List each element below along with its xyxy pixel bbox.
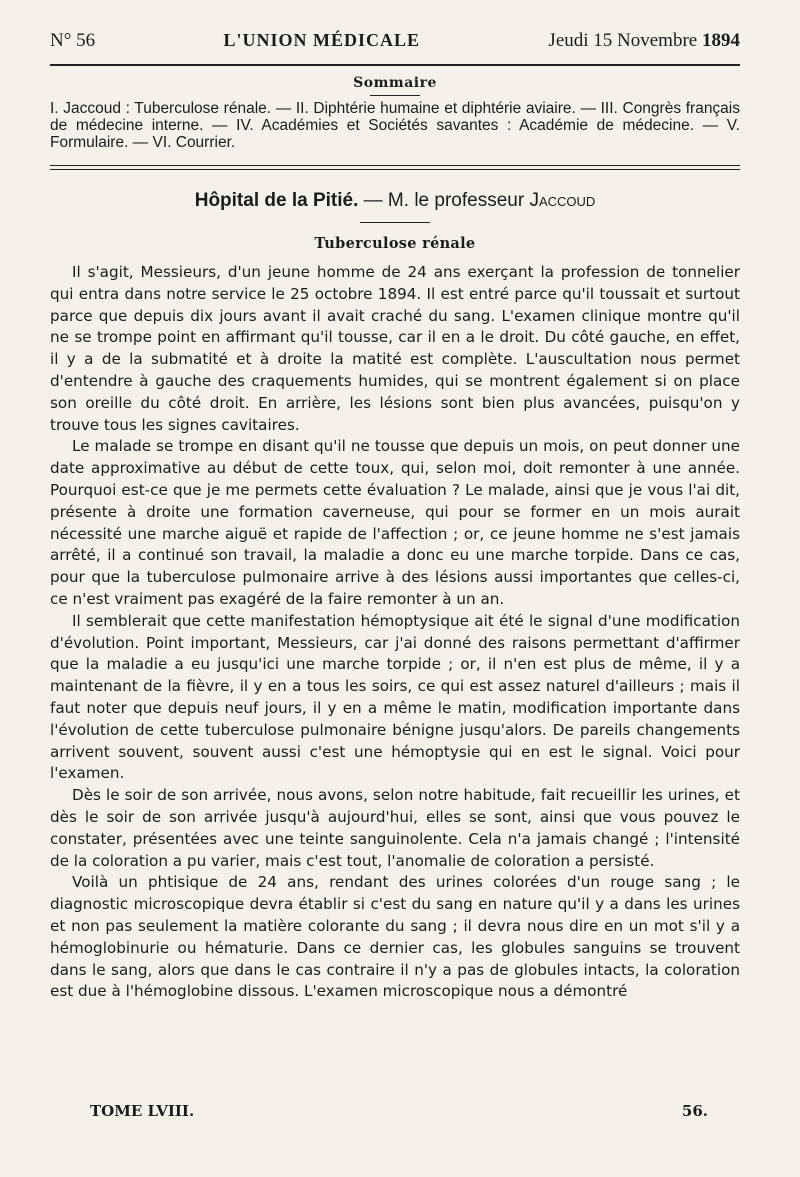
- issue-date: [548, 30, 740, 52]
- lecturer-prefix: — M. le professeur: [358, 190, 530, 211]
- paragraph: Il s'agit, Messieurs, d'un jeune homme de 24 ans exerçant la profession de tonnelier qui entra dans notre service le 25 octobre 1894. Il est entré parce qu'il toussait et surtout parce que depuis dix jours avant il avait craché du sang. L'examen clinique montre qu'il ne se trompe point en affirmant qu'il tousse, car il en a le droit. Du côté gauche, en effet, il y a de la submatité et à droite la matité est complète. L'auscultation nous permet d'entendre à gauche des craquements humides, qui se montrent également si on place son oreille du côté droit. En arrière, les lésions sont bien plus avancées, puisqu'on y trouve tous les signes cavitaires.: [50, 263, 740, 434]
- header-rule: [50, 64, 740, 66]
- sommaire-text: I. Jaccoud : Tuberculose rénale. — II. Diphtérie humaine et diphtérie aviaire. — III. Congrès français de médecine interne. — IV. Académies et Sociétés savantes : Académie de médecine. — V. Formulaire. — VI. Courrier.: [50, 100, 740, 151]
- paragraph: Voilà un phtisique de 24 ans, rendant des urines colorées d'un rouge sang ; le diagnostic microscopique devra établir si c'est du sang en nature qu'il y a dans les urines et non pas seulement la matière colorante du sang ; il devra nous dire en un mot s'il y a hémoglobinurie ou hématurie. Dans ce dernier cas, les globules sanguins se trouvent dans le sang, alors que dans le cas contraire il n'y a pas de globules intacts, la coloration est due à l'hémoglobine dissous. L'examen microscopique nous a démontré: [50, 873, 740, 1001]
- sommaire-rule: [370, 95, 420, 96]
- journal-title: L'UNION MÉDICALE: [223, 30, 421, 50]
- section-double-rule: [50, 165, 740, 170]
- heading-rule: [360, 222, 430, 223]
- page-number: 56.: [681, 1102, 708, 1120]
- lecturer-name: Jaccoud: [529, 190, 596, 211]
- article-title: Tuberculose rénale: [314, 235, 476, 252]
- article-body: [50, 262, 740, 1003]
- tome-label: TOME LVIII.: [90, 1102, 195, 1120]
- paragraph: Le malade se trompe en disant qu'il ne tousse que depuis un mois, on peut donner une date approximative au début de cette toux, qui, selon moi, doit remonter à une année. Pourquoi est-ce que je me permets cette évaluation ? Le malade, ainsi que je vous l'ai dit, présente à droite une formation caverneuse, qui pour se former en un mois aurait nécessité une marche aiguë et rapide de l'affection ; or, ce jeune homme ne s'est jamais arrêté, il a continué son travail, la maladie a donc eu une marche torpide. Dans ce cas, pour que la tuberculose pulmonaire arrive à des lésions aussi importantes que celles-ci, ce n'est vraiment pas exagéré de la faire remonter à un an.: [50, 437, 740, 608]
- sommaire-title: Sommaire: [353, 75, 437, 91]
- issue-year: 1894: [701, 30, 740, 51]
- hospital-name: Hôpital de la Pitié.: [194, 190, 359, 211]
- issue-number: N° 56: [50, 30, 96, 51]
- paragraph: Dès le soir de son arrivée, nous avons, selon notre habitude, fait recueillir les urines, et dès le soir de son arrivée jusqu'à aujourd'hui, elles se sont, ainsi que vous pouvez le constater, présentées avec une teinte sanguinolente. Cela n'a jamais changé ; l'intensité de la coloration a pu varier, mais c'est tout, l'anomalie de coloration a persisté.: [50, 786, 740, 870]
- article-heading: [50, 190, 740, 212]
- page-footer: [90, 1102, 708, 1120]
- paragraph: Il semblerait que cette manifestation hémoptysique ait été le signal d'une modification d'évolution. Point important, Messieurs, car j'ai donné des raisons permettant d'affirmer que la maladie a eu jusqu'ici une marche torpide ; or, il n'en est plus de même, il y a maintenant de la fièvre, il y en a tous les soirs, ce qui est assez naturel d'ailleurs ; mais il faut noter que depuis neuf jours, il y en a même le matin, modification importante dans l'évolution de cette tuberculose pulmonaire bénigne jusqu'alors. De pareils changements arrivent souvent, souvent aussi c'est une hémoptysie qui en est le signal. Voici pour l'examen.: [50, 611, 740, 783]
- page-header: [50, 30, 740, 60]
- issue-date-text: Jeudi 15 Novembre: [548, 30, 702, 51]
